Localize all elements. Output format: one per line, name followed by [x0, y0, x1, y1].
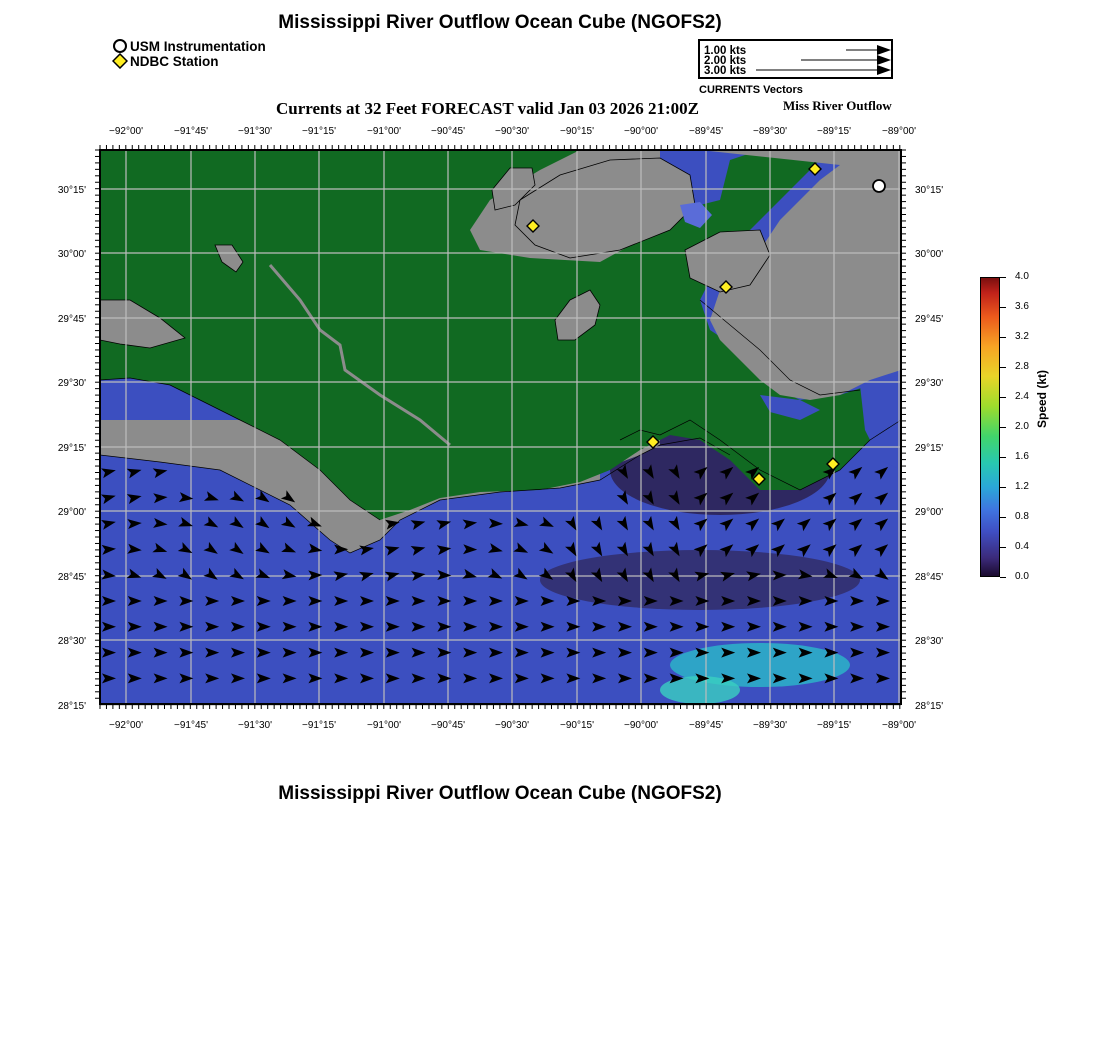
- colorbar-tick: [1000, 487, 1006, 488]
- colorbar-tick-label: 1.2: [1015, 481, 1029, 492]
- figure-title: Mississippi River Outflow Ocean Cube (NGOFS2): [278, 12, 722, 33]
- colorbar-tick: [1000, 517, 1006, 518]
- colorbar-tick-label: 4.0: [1015, 271, 1029, 282]
- forecast-subtitle: Currents at 32 Feet FORECAST valid Jan 03 2026 21:00Z: [276, 99, 699, 118]
- lat-tick-label-right: 30°00': [915, 249, 944, 260]
- colorbar-tick-label: 2.8: [1015, 361, 1029, 372]
- colorbar-tick-label: 0.8: [1015, 511, 1029, 522]
- lon-tick-label-top: −90°00': [624, 126, 658, 137]
- colorbar-tick: [1000, 427, 1006, 428]
- colorbar-tick-label: 1.6: [1015, 451, 1029, 462]
- legend-ndbc-label: NDBC Station: [130, 53, 219, 69]
- colorbar-tick: [1000, 547, 1006, 548]
- colorbar-tick: [1000, 457, 1006, 458]
- colorbar-tick: [1000, 367, 1006, 368]
- lat-tick-label-left: 29°30': [57, 378, 86, 389]
- lat-tick-label-right: 28°15': [915, 701, 944, 712]
- lon-tick-label-bottom: −91°15': [302, 720, 336, 731]
- colorbar-tick: [1000, 337, 1006, 338]
- legend-usm-label: USM Instrumentation: [130, 38, 266, 54]
- lon-tick-label-bottom: −91°00': [367, 720, 401, 731]
- lat-tick-label-left: 28°30': [57, 636, 86, 647]
- lon-tick-label-top: −89°45': [689, 126, 723, 137]
- lat-tick-label-right: 29°30': [915, 378, 944, 389]
- usm-instrument-marker: [873, 180, 885, 192]
- lat-tick-label-right: 29°15': [915, 443, 944, 454]
- second-figure-title: Mississippi River Outflow Ocean Cube (NGOFS2): [278, 783, 722, 804]
- colorbar-tick: [1000, 397, 1006, 398]
- colorbar-tick-label: 2.0: [1015, 421, 1029, 432]
- vector-key-label-1: 1.00 kts: [704, 45, 747, 57]
- lat-tick-label-left: 30°00': [57, 249, 86, 260]
- colorbar-tick-label: 2.4: [1015, 391, 1029, 402]
- vector-key-caption: CURRENTS Vectors: [699, 84, 803, 96]
- lon-tick-label-top: −91°45': [174, 126, 208, 137]
- lat-tick-label-left: 28°15': [57, 701, 86, 712]
- lat-tick-label-right: 29°00': [915, 507, 944, 518]
- lon-tick-label-top: −89°15': [817, 126, 851, 137]
- lat-tick-label-left: 29°45': [57, 314, 86, 325]
- colorbar-title: Speed (kt): [1035, 369, 1049, 428]
- lat-tick-label-right: 29°45': [915, 314, 944, 325]
- lon-tick-label-bottom: −90°15': [560, 720, 594, 731]
- lat-tick-label-right: 28°45': [915, 572, 944, 583]
- lat-tick-label-right: 30°15': [915, 185, 944, 196]
- lon-tick-label-bottom: −89°30': [753, 720, 787, 731]
- lon-tick-label-bottom: −90°00': [624, 720, 658, 731]
- lon-tick-label-top: −90°15': [560, 126, 594, 137]
- vector-key-label-3: 3.00 kts: [704, 65, 747, 77]
- lon-tick-label-bottom: −90°30': [495, 720, 529, 731]
- lon-tick-label-bottom: −89°45': [689, 720, 723, 731]
- lat-tick-label-left: 29°15': [57, 443, 86, 454]
- colorbar-tick-label: 3.6: [1015, 301, 1029, 312]
- colorbar-tick-label: 0.0: [1015, 571, 1029, 582]
- region-label: Miss River Outflow: [783, 98, 892, 113]
- vector-key-label-2: 2.00 kts: [704, 55, 747, 67]
- lon-tick-label-bottom: −91°30': [238, 720, 272, 731]
- lat-tick-label-left: 28°45': [57, 572, 86, 583]
- lon-tick-label-bottom: −89°15': [817, 720, 851, 731]
- lon-tick-label-top: −90°30': [495, 126, 529, 137]
- lon-tick-label-top: −91°30': [238, 126, 272, 137]
- lat-tick-label-right: 28°30': [915, 636, 944, 647]
- lat-tick-label-left: 29°00': [57, 507, 86, 518]
- lon-tick-label-top: −89°30': [753, 126, 787, 137]
- lon-tick-label-top: −92°00': [109, 126, 143, 137]
- colorbar-tick: [1000, 577, 1006, 578]
- speed-colorbar: [980, 277, 1000, 577]
- lon-tick-label-bottom: −89°00': [882, 720, 916, 731]
- lon-tick-label-bottom: −92°00': [109, 720, 143, 731]
- colorbar-tick-label: 0.4: [1015, 541, 1029, 552]
- lon-tick-label-top: −90°45': [431, 126, 465, 137]
- lon-tick-label-top: −91°15': [302, 126, 336, 137]
- lat-tick-label-left: 30°15': [57, 185, 86, 196]
- colorbar-tick-label: 3.2: [1015, 331, 1029, 342]
- colorbar-tick: [1000, 277, 1006, 278]
- lon-tick-label-top: −91°00': [367, 126, 401, 137]
- colorbar-tick: [1000, 307, 1006, 308]
- lon-tick-label-bottom: −91°45': [174, 720, 208, 731]
- lon-tick-label-top: −89°00': [882, 126, 916, 137]
- lon-tick-label-bottom: −90°45': [431, 720, 465, 731]
